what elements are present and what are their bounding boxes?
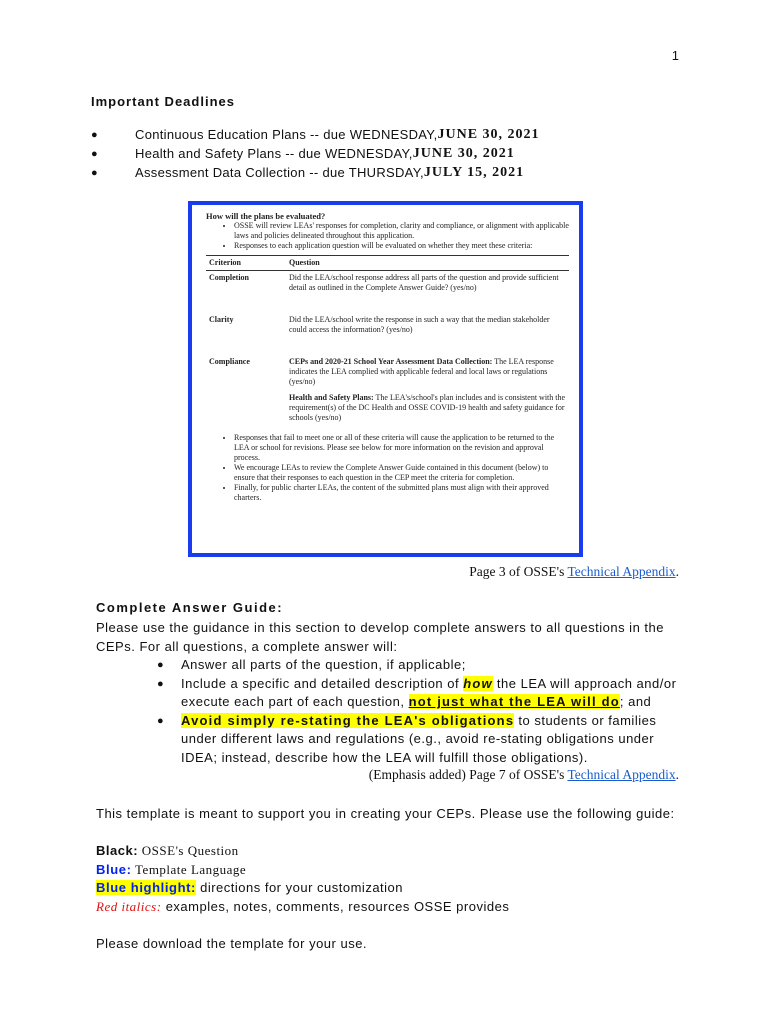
list-item: • Responses that fail to meet one or all of these criteria will cause the application to be returned to the LEA or school for revisions. Please see below for more information on the revision and approval process.: [234, 433, 569, 463]
list-item-text: [181, 712, 687, 768]
bullet-icon: ●: [91, 166, 98, 179]
hs-label: Health and Safety Plans:: [289, 393, 374, 402]
text-span: Include a specific and detailed description of: [181, 675, 464, 691]
legend-black-text: OSSE's Question: [138, 843, 239, 858]
deadline-text: Assessment Data Collection -- due THURSDAY,: [135, 165, 424, 180]
legend-black-label: Black:: [96, 843, 139, 858]
guide-caption: [369, 767, 679, 783]
deadline-item: [91, 125, 691, 144]
deadlines-heading: Important Deadlines: [91, 94, 235, 109]
criterion-cell: Completion: [209, 273, 249, 282]
legend-blue-text: Template Language: [131, 861, 247, 877]
list-item: [157, 656, 687, 675]
text-span: to students or families under different laws and regulations (e.g., avoid re-stating obligations under IDEA; instead, describe how the LEA will fulfill those obligations).: [181, 712, 657, 765]
deadline-date: JUNE 30, 2021: [412, 145, 515, 161]
deadline-item: [91, 163, 691, 182]
emphasis-how: how: [463, 675, 493, 691]
cep-text: The LEA response indicates the LEA complied with applicable federal and local laws or regulations (yes/no): [289, 357, 554, 386]
question-cell: Did the LEA/school write the response in such a way that the median stakeholder could access the information? (yes/no): [289, 315, 550, 334]
guide-intro: Please use the guidance in this section to develop complete answers to all questions in the CEPs. For all questions, a complete answer will:: [96, 620, 664, 654]
list-item: • Responses to each application question will be evaluated on whether they meet these criteria:: [234, 241, 569, 251]
deadline-text: Continuous Education Plans -- due WEDNESDAY,: [135, 127, 438, 142]
table-header: Question: [286, 256, 569, 271]
technical-appendix-link[interactable]: Technical Appendix: [567, 564, 676, 579]
technical-appendix-link[interactable]: Technical Appendix: [567, 767, 676, 782]
excerpt-outro-list: [206, 433, 569, 503]
table-row: [206, 271, 569, 314]
download-note: Please download the template for your use.: [96, 936, 368, 951]
caption-prefix: Page 3 of OSSE's: [469, 564, 568, 579]
emphasis-not-just: not just what the LEA will do: [408, 694, 620, 709]
legend-bluehl-label: Blue highlight:: [96, 880, 196, 895]
caption-prefix: (Emphasis added) Page 7 of OSSE's: [368, 767, 568, 782]
legend-bluehl-text: directions for your customization: [195, 880, 404, 895]
deadline-date: JUNE 30, 2021: [437, 126, 540, 142]
legend-blue: [96, 861, 686, 880]
criteria-table: [206, 255, 569, 425]
emphasis-avoid: Avoid simply re-stating the LEA's obligations: [181, 712, 515, 728]
list-item: • Finally, for public charter LEAs, the content of the submitted plans must align with their approved charters.: [234, 483, 569, 503]
list-item: • We encourage LEAs to review the Complete Answer Guide contained in this document (below) to ensure that their responses to each question in the CEP meet the criteria for completion.: [234, 463, 569, 483]
page-number: 1: [671, 48, 679, 63]
bullet-icon: ●: [91, 147, 98, 160]
guide-list: [157, 656, 687, 767]
question-cell: Did the LEA/school response address all parts of the question and provide sufficient detail as outlined in the Complete Answer Guide? (yes/no): [289, 273, 559, 292]
deadline-date: JULY 15, 2021: [423, 164, 525, 180]
evaluation-excerpt-image: [188, 201, 583, 557]
caption-suffix: .: [675, 767, 679, 782]
legend-blue-highlight: [96, 879, 686, 898]
bullet-icon: ●: [157, 714, 165, 727]
list-item: [157, 675, 687, 712]
text-span: ; and: [619, 694, 652, 709]
bullet-icon: ●: [157, 659, 165, 671]
deadlines-list: [91, 125, 691, 182]
list-item-text: Answer all parts of the question, if applicable;: [181, 657, 466, 672]
bullet-icon: ●: [91, 128, 98, 141]
list-item: [157, 712, 687, 768]
hs-text: The LEA's/school's plan includes and is consistent with the requirement(s) of the DC Health and OSSE COVID-19 health and safety guidance for schools (yes/no): [289, 393, 566, 422]
legend-black: [96, 842, 686, 861]
deadline-text: Health and Safety Plans -- due WEDNESDAY,: [135, 146, 413, 161]
legend-red: [96, 898, 686, 917]
criterion-cell: Compliance: [209, 357, 250, 366]
legend-red-label: Red italics:: [96, 898, 162, 914]
caption-suffix: .: [675, 564, 679, 579]
table-header: Criterion: [206, 256, 286, 271]
excerpt-title: How will the plans be evaluated?: [206, 211, 326, 221]
guide-heading: Complete Answer Guide:: [96, 600, 284, 615]
deadline-item: [91, 144, 691, 163]
list-item-text: [181, 675, 687, 712]
template-note: This template is meant to support you in creating your CEPs. Please use the following guide:: [96, 806, 675, 821]
list-item: • OSSE will review LEAs' responses for completion, clarity and compliance, or alignment with applicable laws and policies delineated throughout this application.: [234, 221, 569, 241]
excerpt-intro-list: [206, 221, 569, 251]
table-row: [206, 313, 569, 355]
criterion-cell: Clarity: [209, 315, 234, 324]
cep-label: CEPs and 2020-21 School Year Assessment Data Collection:: [289, 357, 493, 366]
excerpt-caption: [469, 564, 679, 580]
question-cell: [286, 355, 569, 425]
legend-red-text: examples, notes, comments, resources OSSE provides: [161, 898, 510, 914]
text-span: the LEA will approach and/or execute each part of each question,: [181, 675, 677, 709]
color-legend: [96, 842, 686, 916]
legend-blue-label: Blue:: [96, 861, 132, 877]
bullet-icon: ●: [157, 677, 165, 690]
table-row: [206, 355, 569, 425]
